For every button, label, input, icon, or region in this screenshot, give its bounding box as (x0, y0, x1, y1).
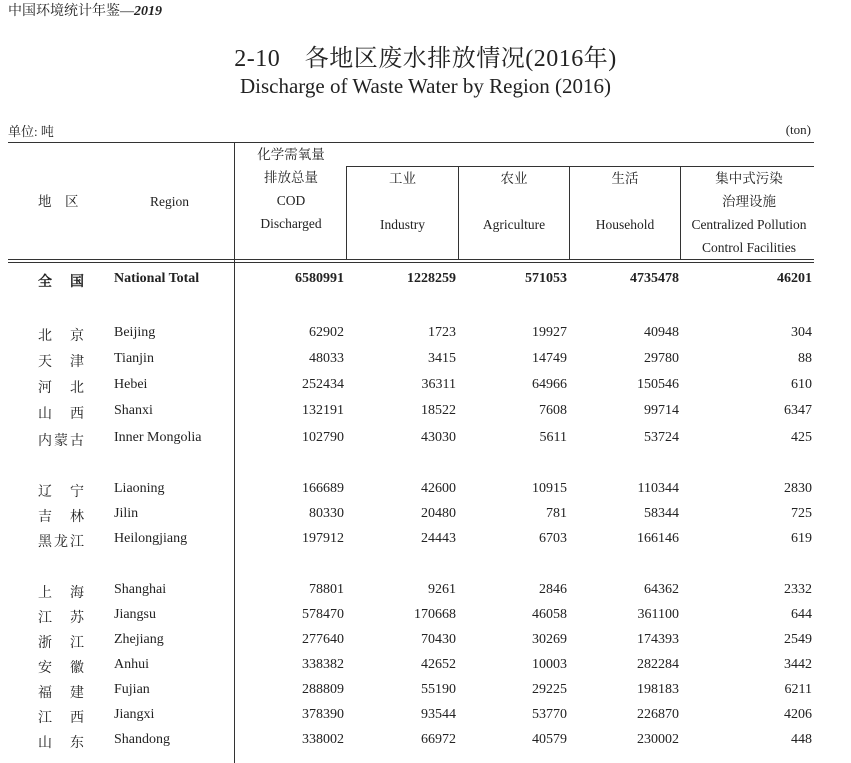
region-name-cn: 天津 (38, 355, 84, 370)
yearbook-header (8, 0, 162, 20)
cod-value: 78801 (309, 582, 344, 597)
cod-cn-line-1: 化学需氧量 (257, 147, 325, 162)
household-cn: 生活 (611, 171, 639, 186)
region-name-en: Heilongjiang (114, 531, 188, 546)
agriculture-value: 46058 (532, 607, 567, 622)
industry-value: 70430 (421, 632, 456, 647)
header-bottom-rule-2 (8, 262, 814, 263)
region-name-en: Jiangxi (114, 707, 155, 722)
column-header-household (570, 167, 680, 236)
cod-value: 166689 (302, 481, 344, 496)
industry-value: 1723 (428, 325, 456, 340)
unit-label-english: (ton) (785, 122, 811, 137)
centralized-value: 3442 (784, 657, 812, 672)
region-name-cn: 福建 (38, 686, 84, 701)
cod-cn-line-2: 排放总量 (264, 170, 318, 185)
region-name-en: Shandong (114, 732, 170, 747)
household-value: 166146 (637, 531, 679, 546)
centralized-value: 2332 (784, 582, 812, 597)
column-header-cod (236, 143, 346, 235)
centralized-value: 6347 (784, 403, 812, 418)
industry-value: 9261 (428, 582, 456, 597)
column-header-region-en: Region (150, 194, 189, 209)
industry-value: 170668 (414, 607, 456, 622)
cod-value: 338002 (302, 732, 344, 747)
agriculture-value: 29225 (532, 682, 567, 697)
centralized-value: 619 (791, 531, 812, 546)
centralized-value: 425 (791, 430, 812, 445)
agriculture-value: 571053 (525, 271, 567, 286)
household-value: 174393 (637, 632, 679, 647)
household-value: 4735478 (630, 271, 679, 286)
agriculture-value: 781 (546, 506, 567, 521)
cod-value: 277640 (302, 632, 344, 647)
household-value: 226870 (637, 707, 679, 722)
region-name-en: Hebei (114, 377, 148, 392)
region-name-cn: 山东 (38, 736, 84, 751)
household-value: 64362 (644, 582, 679, 597)
household-value: 282284 (637, 657, 679, 672)
region-name-en: Shanxi (114, 403, 153, 418)
household-value: 230002 (637, 732, 679, 747)
column-header-region-cn: 地 区 (38, 194, 79, 209)
industry-value: 36311 (421, 377, 456, 392)
agriculture-cn: 农业 (500, 171, 528, 186)
industry-value: 42600 (421, 481, 456, 496)
industry-value: 24443 (421, 531, 456, 546)
industry-value: 43030 (421, 430, 456, 445)
centralized-value: 4206 (784, 707, 812, 722)
centralized-en-line-2: Control Facilities (701, 240, 797, 255)
cod-value: 6580991 (295, 271, 344, 286)
region-name-cn: 北京 (38, 329, 84, 344)
centralized-value: 6211 (784, 682, 812, 697)
centralized-cn-line-1: 集中式污染 (715, 171, 783, 186)
region-name-en: Tianjin (114, 351, 154, 366)
agriculture-en: Agriculture (482, 217, 546, 232)
centralized-value: 448 (791, 732, 812, 747)
cod-value: 338382 (302, 657, 344, 672)
agriculture-value: 10003 (532, 657, 567, 672)
agriculture-value: 40579 (532, 732, 567, 747)
region-name-cn: 黑龙江 (38, 535, 84, 550)
region-name-en: National Total (114, 271, 200, 286)
industry-value: 3415 (428, 351, 456, 366)
region-name-en: Liaoning (114, 481, 165, 496)
column-header-industry (347, 167, 458, 236)
industry-cn: 工业 (389, 171, 416, 186)
industry-value: 20480 (421, 506, 456, 521)
region-name-cn: 内蒙古 (38, 434, 84, 449)
agriculture-value: 7608 (539, 403, 567, 418)
household-value: 99714 (644, 403, 679, 418)
cod-value: 48033 (309, 351, 344, 366)
household-value: 40948 (644, 325, 679, 340)
industry-value: 18522 (421, 403, 456, 418)
cod-value: 197912 (302, 531, 344, 546)
cod-en-line-2: Discharged (260, 216, 322, 231)
industry-value: 66972 (421, 732, 456, 747)
centralized-value: 2549 (784, 632, 812, 647)
household-value: 150546 (637, 377, 679, 392)
region-name-en: Anhui (114, 657, 149, 672)
yearbook-title: 中国环境统计年鉴— (8, 4, 134, 19)
centralized-value: 304 (791, 325, 812, 340)
region-name-en: Jilin (114, 506, 139, 521)
region-name-cn: 江苏 (38, 611, 84, 626)
agriculture-value: 14749 (532, 351, 567, 366)
centralized-value: 610 (791, 377, 812, 392)
region-name-cn: 吉林 (38, 510, 84, 525)
region-name-en: Zhejiang (114, 632, 164, 647)
yearbook-year: 2019 (134, 4, 162, 19)
centralized-value: 2830 (784, 481, 812, 496)
unit-label-chinese: 单位: 吨 (8, 124, 54, 139)
region-name-cn: 浙江 (38, 636, 84, 651)
region-name-cn: 安徽 (38, 661, 84, 676)
household-value: 198183 (637, 682, 679, 697)
centralized-value: 88 (798, 351, 812, 366)
region-name-cn: 河北 (38, 381, 84, 396)
centralized-value: 644 (791, 607, 812, 622)
household-value: 110344 (637, 481, 679, 496)
cod-value: 288809 (302, 682, 344, 697)
industry-value: 55190 (421, 682, 456, 697)
region-column-divider (234, 142, 235, 763)
agriculture-value: 30269 (532, 632, 567, 647)
region-name-en: Jiangsu (114, 607, 156, 622)
cod-value: 378390 (302, 707, 344, 722)
region-name-en: Fujian (114, 682, 150, 697)
region-name-cn: 江西 (38, 711, 84, 726)
region-name-en: Inner Mongolia (114, 430, 202, 445)
region-name-en: Shanghai (114, 582, 167, 597)
cod-value: 62902 (309, 325, 344, 340)
agriculture-value: 64966 (532, 377, 567, 392)
centralized-value: 46201 (777, 271, 812, 286)
household-value: 53724 (644, 430, 679, 445)
region-name-en: Beijing (114, 325, 156, 340)
cod-value: 578470 (302, 607, 344, 622)
agriculture-value: 53770 (532, 707, 567, 722)
industry-value: 1228259 (407, 271, 456, 286)
cod-en-line-1: COD (276, 193, 306, 208)
industry-en: Industry (380, 217, 425, 232)
centralized-value: 725 (791, 506, 812, 521)
centralized-en-line-1: Centralized Pollution (691, 217, 807, 232)
region-name-cn: 上海 (38, 586, 84, 601)
column-header-agriculture (459, 167, 569, 236)
household-value: 29780 (644, 351, 679, 366)
agriculture-value: 19927 (532, 325, 567, 340)
header-bottom-rule-1 (8, 259, 814, 260)
region-name-cn: 全国 (38, 275, 84, 290)
cod-value: 252434 (302, 377, 344, 392)
table-title-chinese: 2-10 各地区废水排放情况(2016年) (234, 46, 617, 72)
region-name-cn: 辽宁 (38, 485, 84, 500)
agriculture-value: 5611 (539, 430, 567, 445)
agriculture-value: 6703 (539, 531, 567, 546)
agriculture-value: 10915 (532, 481, 567, 496)
industry-value: 93544 (421, 707, 456, 722)
household-value: 361100 (637, 607, 679, 622)
column-header-centralized (681, 167, 817, 259)
centralized-cn-line-2: 治理设施 (722, 194, 776, 209)
household-en: Household (595, 217, 655, 232)
table-title-english: Discharge of Waste Water by Region (2016) (239, 74, 612, 98)
agriculture-value: 2846 (539, 582, 567, 597)
cod-value: 102790 (302, 430, 344, 445)
household-value: 58344 (644, 506, 679, 521)
table-top-rule (8, 142, 814, 143)
region-name-cn: 山西 (38, 407, 84, 422)
cod-value: 132191 (302, 403, 344, 418)
cod-value: 80330 (309, 506, 344, 521)
industry-value: 42652 (421, 657, 456, 672)
